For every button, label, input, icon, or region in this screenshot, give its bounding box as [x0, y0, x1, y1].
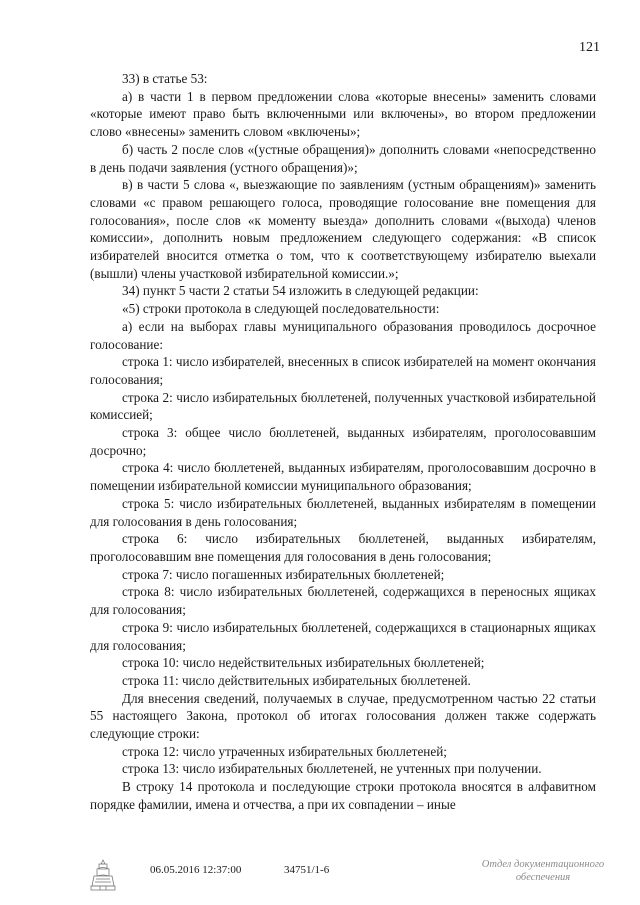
paragraph: строка 8: число избирательных бюллетеней, содержащихся в переносных ящиках для голосования; [90, 584, 596, 618]
paragraph: строка 1: число избирателей, внесенных в список избирателей на момент окончания голосования; [90, 354, 596, 387]
paragraph: строка 7: число погашенных избирательных бюллетеней; [122, 566, 445, 582]
footer-document-code: 34751/1-6 [284, 864, 330, 876]
paragraph: Для внесения сведений, получаемых в случае, предусмотренном частью 22 статьи 55 настоящего Закона, протокол об итогах голосования должен также содержать следующие строки: [90, 690, 596, 742]
paragraph: строка 3: общее число бюллетеней, выданных избирателям, проголосовавшим досрочно; [90, 425, 596, 458]
stamp-line: обеспечения [515, 872, 571, 883]
paragraph: строка 6: число избирательных бюллетеней, выданных избирателям, проголосовавшим вне помещения для голосования в день голосования; [90, 531, 596, 564]
paragraph: В строку 14 протокола и последующие строки протокола вносятся в алфавитном порядке фамилии, имена и отчества, а при их совпадении – иные [90, 779, 596, 812]
paragraph: а) если на выборах главы муниципального образования проводилось досрочное голосование: [90, 318, 596, 352]
paragraph: «5) строки протокола в следующей последовательности: [122, 301, 440, 317]
page-number: 121 [579, 40, 600, 55]
paragraph: строка 13: число избирательных бюллетеней, не учтенных при получении. [122, 761, 542, 777]
paragraph: строка 4: число бюллетеней, выданных избирателям, проголосовавшим досрочно в помещении избирательной комиссии муниципального образования; [90, 460, 596, 494]
paragraph: б) часть 2 после слов «(устные обращения)» дополнить словами «непосредственно в день подачи заявления (устного обращения)»; [90, 141, 596, 175]
paragraph: а) в части 1 в первом предложении слова «которые внесены» заменить словами «которые имеют право быть включенными или включены», во втором предложении слово «внесены» заменить словом «включены»; [90, 88, 596, 140]
paragraph: строка 11: число действительных избирательных бюллетеней. [122, 672, 471, 688]
stamp-line: Отдел документационного [481, 859, 605, 870]
footer-date: 06.05.2016 12:37:00 [150, 864, 242, 876]
paragraph: строка 5: число избирательных бюллетеней, выданных избирателям в помещении для голосования в день голосования; [90, 495, 596, 529]
paragraph: строка 2: число избирательных бюллетеней, полученных участковой избирательной комиссией; [90, 389, 596, 423]
paragraph: строка 10: число недействительных избирательных бюллетеней; [122, 655, 485, 671]
page-footer [88, 858, 608, 898]
emblem-icon [88, 858, 118, 892]
document-body [90, 70, 596, 814]
paragraph: строка 9: число избирательных бюллетеней, содержащихся в стационарных ящиках для голосования; [90, 619, 596, 653]
paragraph: 34) пункт 5 части 2 статьи 54 изложить в следующей редакции: [122, 283, 479, 299]
paragraph: в) в части 5 слова «, выезжающие по заявлениям (устным обращениям)» заменить словами «с правом решающего голоса, проводящие голосование вне помещения для голосования», после слов «к моменту выезда» дополнить словами «(выхода) членов комиссии», дополнить новым предложением следующего содержания: «В список избирателей вносится отметка о том, что к соответствующему избирателю выехали (вышли) члены участковой избирательной комиссии.»; [90, 177, 596, 281]
paragraph: строка 12: число утраченных избирательных бюллетеней; [122, 743, 447, 759]
paragraph: 33) в статье 53: [122, 71, 208, 86]
department-stamp [478, 858, 608, 884]
